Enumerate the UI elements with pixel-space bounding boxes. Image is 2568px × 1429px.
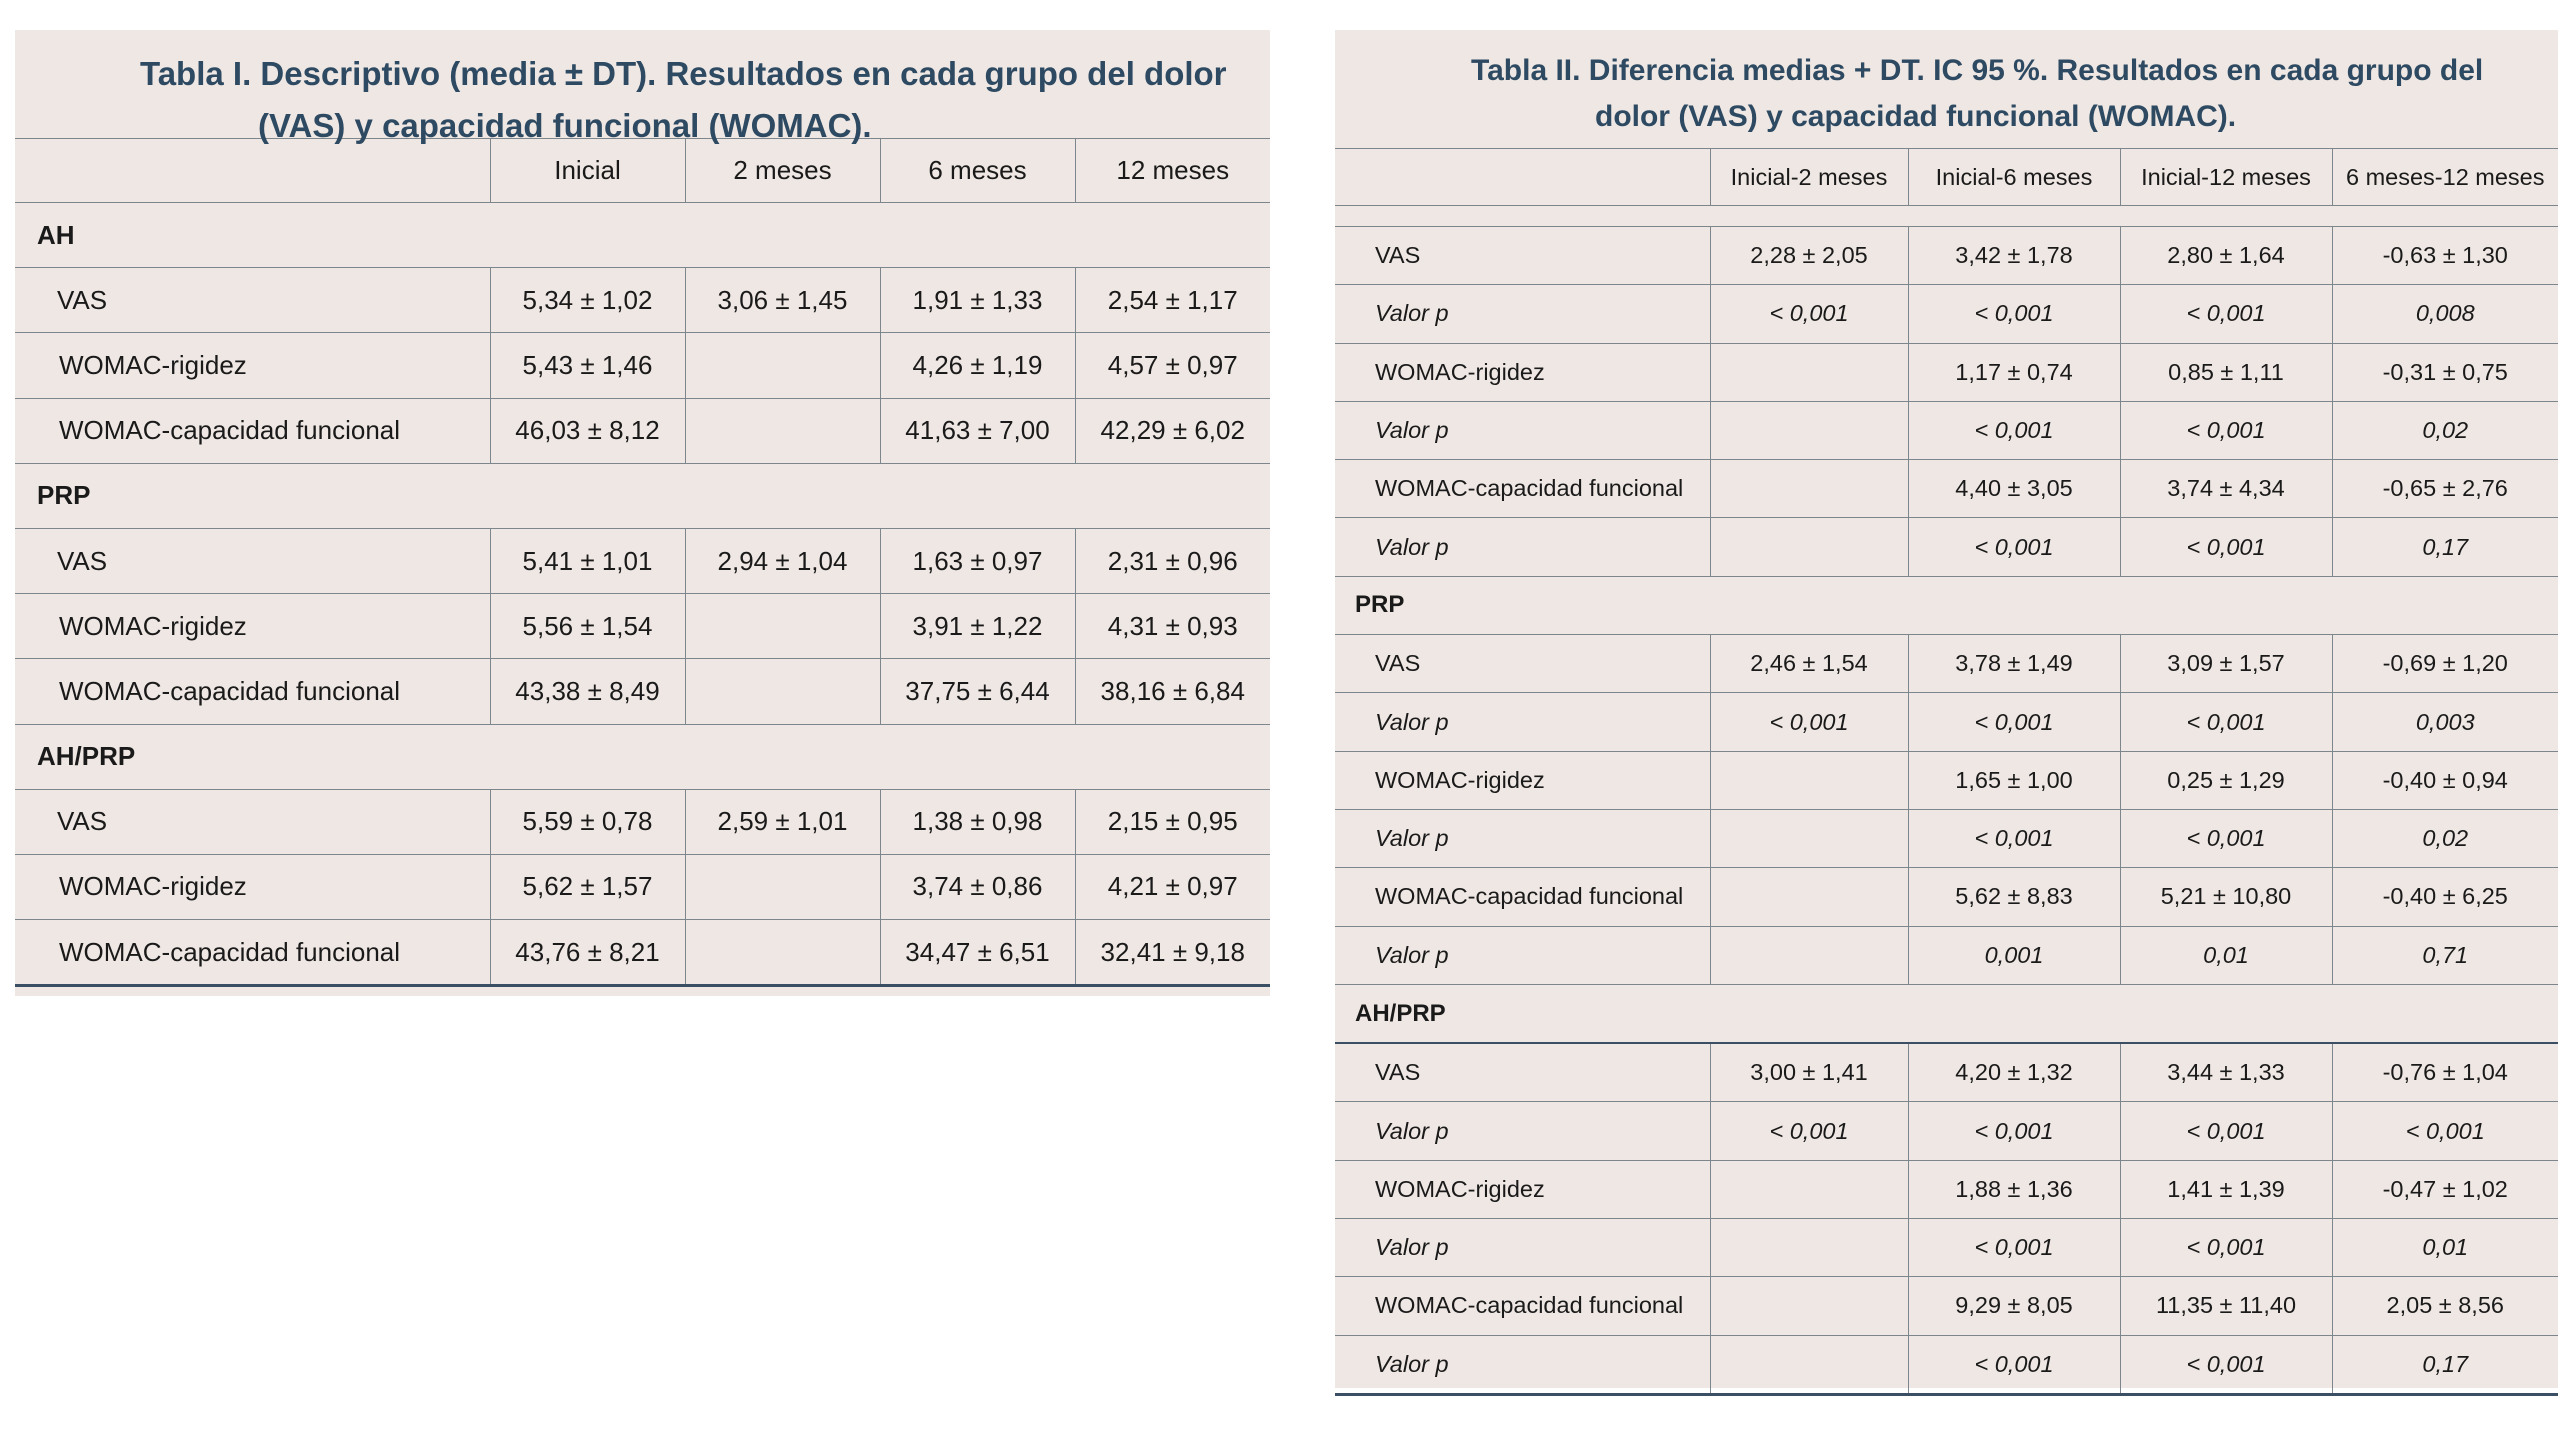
p-value-cell — [1710, 401, 1908, 459]
table-1-caption: Tabla I. Descriptivo (media ± DT). Resultados en cada grupo del dolor (VAS) y capacidad funcional (WOMAC). — [140, 55, 1227, 144]
value-cell: 2,59 ± 1,01 — [685, 789, 880, 854]
p-value-label: Valor p — [1335, 926, 1710, 984]
p-value-cell: 0,01 — [2120, 926, 2332, 984]
p-value-cell: < 0,001 — [2120, 401, 2332, 459]
value-cell: 32,41 ± 9,18 — [1075, 920, 1270, 986]
value-cell: -0,40 ± 6,25 — [2332, 868, 2558, 926]
p-value-cell: 0,008 — [2332, 285, 2558, 343]
value-cell: 2,15 ± 0,95 — [1075, 789, 1270, 854]
value-cell: -0,63 ± 1,30 — [2332, 227, 2558, 285]
p-value-label: Valor p — [1335, 1335, 1710, 1394]
row-label: VAS — [15, 528, 490, 593]
column-header: 6 meses-12 meses — [2332, 149, 2558, 206]
p-value-row — [1335, 926, 2558, 984]
column-header: 12 meses — [1075, 139, 1270, 203]
value-cell: 9,29 ± 8,05 — [1908, 1277, 2120, 1335]
column-header: 6 meses — [880, 139, 1075, 203]
table-row — [1335, 868, 2558, 926]
row-label: WOMAC-capacidad funcional — [15, 398, 490, 463]
value-cell: 1,17 ± 0,74 — [1908, 343, 2120, 401]
table-row — [15, 920, 1270, 986]
p-value-cell: 0,02 — [2332, 809, 2558, 867]
p-value-cell: < 0,001 — [2120, 518, 2332, 576]
value-cell: 5,62 ± 8,83 — [1908, 868, 2120, 926]
value-cell: 2,54 ± 1,17 — [1075, 268, 1270, 333]
value-cell: 2,46 ± 1,54 — [1710, 635, 1908, 693]
value-cell: 5,59 ± 0,78 — [490, 789, 685, 854]
row-label: VAS — [1335, 1043, 1710, 1102]
table-row — [1335, 1277, 2558, 1335]
table-row — [1335, 343, 2558, 401]
table-row — [1335, 635, 2558, 693]
p-value-cell — [1710, 809, 1908, 867]
value-cell: 43,76 ± 8,21 — [490, 920, 685, 986]
value-cell: 38,16 ± 6,84 — [1075, 659, 1270, 724]
value-cell — [1710, 460, 1908, 518]
p-value-cell: < 0,001 — [1710, 1102, 1908, 1160]
value-cell — [685, 659, 880, 724]
p-value-cell: < 0,001 — [1908, 1102, 2120, 1160]
value-cell — [1710, 751, 1908, 809]
value-cell: 0,25 ± 1,29 — [2120, 751, 2332, 809]
row-label: WOMAC-capacidad funcional — [1335, 868, 1710, 926]
p-value-cell: < 0,001 — [1908, 1219, 2120, 1277]
value-cell: 5,56 ± 1,54 — [490, 594, 685, 659]
value-cell: 1,38 ± 0,98 — [880, 789, 1075, 854]
value-cell: 3,00 ± 1,41 — [1710, 1043, 1908, 1102]
value-cell — [685, 594, 880, 659]
table-2-caption: Tabla II. Diferencia medias + DT. IC 95 %. Resultados en cada grupo del dolor (VAS) y capacidad funcional (WOMAC). — [1471, 54, 2484, 133]
header-cell-empty — [1335, 149, 1710, 206]
row-label: VAS — [15, 268, 490, 333]
value-cell: 4,31 ± 0,93 — [1075, 594, 1270, 659]
value-cell — [685, 398, 880, 463]
row-label: WOMAC-rigidez — [15, 854, 490, 919]
value-cell: 5,62 ± 1,57 — [490, 854, 685, 919]
p-value-cell — [1710, 926, 1908, 984]
value-cell: -0,69 ± 1,20 — [2332, 635, 2558, 693]
p-value-cell: < 0,001 — [1710, 693, 1908, 751]
table-row — [15, 333, 1270, 398]
p-value-cell: < 0,001 — [1908, 1335, 2120, 1394]
value-cell: 43,38 ± 8,49 — [490, 659, 685, 724]
p-value-row — [1335, 518, 2558, 576]
p-value-cell — [1710, 1335, 1908, 1394]
group-label: AH/PRP — [1335, 984, 2558, 1043]
column-header: 2 meses — [685, 139, 880, 203]
p-value-label: Valor p — [1335, 518, 1710, 576]
row-label: WOMAC-capacidad funcional — [15, 920, 490, 986]
group-header-row — [1335, 576, 2558, 634]
value-cell: -0,76 ± 1,04 — [2332, 1043, 2558, 1102]
p-value-cell: 0,01 — [2332, 1219, 2558, 1277]
value-cell: -0,65 ± 2,76 — [2332, 460, 2558, 518]
value-cell — [685, 854, 880, 919]
p-value-row — [1335, 1219, 2558, 1277]
group-label: PRP — [15, 463, 1270, 528]
row-label: WOMAC-rigidez — [1335, 1160, 1710, 1218]
value-cell — [1710, 1277, 1908, 1335]
table-1 — [15, 138, 1270, 987]
p-value-row — [1335, 809, 2558, 867]
value-cell: 2,80 ± 1,64 — [2120, 227, 2332, 285]
table-row — [1335, 460, 2558, 518]
table-2 — [1335, 148, 2558, 1396]
value-cell: 2,05 ± 8,56 — [2332, 1277, 2558, 1335]
value-cell: 1,41 ± 1,39 — [2120, 1160, 2332, 1218]
table-row — [1335, 1043, 2558, 1102]
p-value-cell: 0,02 — [2332, 401, 2558, 459]
value-cell: -0,47 ± 1,02 — [2332, 1160, 2558, 1218]
row-label: WOMAC-capacidad funcional — [1335, 460, 1710, 518]
table-row — [1335, 1160, 2558, 1218]
value-cell: 11,35 ± 11,40 — [2120, 1277, 2332, 1335]
p-value-cell: < 0,001 — [2120, 1102, 2332, 1160]
p-value-label: Valor p — [1335, 809, 1710, 867]
row-label: VAS — [1335, 635, 1710, 693]
value-cell — [1710, 1160, 1908, 1218]
value-cell: 1,65 ± 1,00 — [1908, 751, 2120, 809]
p-value-cell: 0,17 — [2332, 518, 2558, 576]
group-header-row — [15, 463, 1270, 528]
value-cell: 3,06 ± 1,45 — [685, 268, 880, 333]
p-value-cell: 0,17 — [2332, 1335, 2558, 1394]
p-value-cell: 0,71 — [2332, 926, 2558, 984]
p-value-label: Valor p — [1335, 401, 1710, 459]
value-cell: 4,40 ± 3,05 — [1908, 460, 2120, 518]
p-value-cell: 0,001 — [1908, 926, 2120, 984]
spacer-cell — [1335, 206, 2558, 227]
row-label: WOMAC-rigidez — [1335, 343, 1710, 401]
value-cell: 4,26 ± 1,19 — [880, 333, 1075, 398]
table-row — [15, 659, 1270, 724]
table-2-panel — [1335, 30, 2558, 1388]
value-cell: 0,85 ± 1,11 — [2120, 343, 2332, 401]
group-header-row — [1335, 984, 2558, 1043]
table-row — [15, 398, 1270, 463]
value-cell: 5,43 ± 1,46 — [490, 333, 685, 398]
column-header: Inicial — [490, 139, 685, 203]
spacer-row — [1335, 206, 2558, 227]
group-label: AH/PRP — [15, 724, 1270, 789]
value-cell: 34,47 ± 6,51 — [880, 920, 1075, 986]
value-cell: 3,44 ± 1,33 — [2120, 1043, 2332, 1102]
table-2-header-row — [1335, 149, 2558, 206]
value-cell: 4,57 ± 0,97 — [1075, 333, 1270, 398]
row-label: WOMAC-rigidez — [15, 333, 490, 398]
table-row — [15, 268, 1270, 333]
value-cell — [685, 333, 880, 398]
p-value-row — [1335, 693, 2558, 751]
table-row — [15, 789, 1270, 854]
value-cell: 2,94 ± 1,04 — [685, 528, 880, 593]
p-value-cell: < 0,001 — [1710, 285, 1908, 343]
table-1-panel — [15, 30, 1270, 996]
value-cell — [1710, 343, 1908, 401]
group-header-row — [15, 203, 1270, 268]
table-row — [15, 528, 1270, 593]
group-label: AH — [15, 203, 1270, 268]
p-value-label: Valor p — [1335, 1219, 1710, 1277]
p-value-cell: < 0,001 — [1908, 809, 2120, 867]
p-value-cell: < 0,001 — [2332, 1102, 2558, 1160]
group-label: PRP — [1335, 576, 2558, 634]
column-header: Inicial-12 meses — [2120, 149, 2332, 206]
row-label: WOMAC-capacidad funcional — [1335, 1277, 1710, 1335]
row-label: WOMAC-rigidez — [1335, 751, 1710, 809]
p-value-cell: < 0,001 — [2120, 809, 2332, 867]
p-value-cell: < 0,001 — [1908, 518, 2120, 576]
p-value-cell: < 0,001 — [2120, 285, 2332, 343]
p-value-row — [1335, 1102, 2558, 1160]
value-cell: 2,31 ± 0,96 — [1075, 528, 1270, 593]
p-value-cell — [1710, 518, 1908, 576]
value-cell: 41,63 ± 7,00 — [880, 398, 1075, 463]
group-header-row — [15, 724, 1270, 789]
value-cell: 4,21 ± 0,97 — [1075, 854, 1270, 919]
column-header: Inicial-6 meses — [1908, 149, 2120, 206]
value-cell: 1,63 ± 0,97 — [880, 528, 1075, 593]
value-cell: 37,75 ± 6,44 — [880, 659, 1075, 724]
p-value-cell: < 0,001 — [1908, 401, 2120, 459]
value-cell: 42,29 ± 6,02 — [1075, 398, 1270, 463]
value-cell — [1710, 868, 1908, 926]
table-row — [1335, 227, 2558, 285]
p-value-cell: < 0,001 — [1908, 693, 2120, 751]
row-label: VAS — [15, 789, 490, 854]
p-value-cell: < 0,001 — [2120, 1335, 2332, 1394]
p-value-cell: < 0,001 — [1908, 285, 2120, 343]
value-cell: 46,03 ± 8,12 — [490, 398, 685, 463]
p-value-cell: < 0,001 — [2120, 1219, 2332, 1277]
p-value-cell: 0,003 — [2332, 693, 2558, 751]
p-value-cell — [1710, 1219, 1908, 1277]
column-header: Inicial-2 meses — [1710, 149, 1908, 206]
table-row — [1335, 751, 2558, 809]
table-row — [15, 854, 1270, 919]
value-cell: 1,91 ± 1,33 — [880, 268, 1075, 333]
value-cell: 3,91 ± 1,22 — [880, 594, 1075, 659]
value-cell — [685, 920, 880, 986]
row-label: WOMAC-rigidez — [15, 594, 490, 659]
value-cell: 5,34 ± 1,02 — [490, 268, 685, 333]
value-cell: 3,74 ± 4,34 — [2120, 460, 2332, 518]
value-cell: 3,09 ± 1,57 — [2120, 635, 2332, 693]
row-label: WOMAC-capacidad funcional — [15, 659, 490, 724]
value-cell: 3,74 ± 0,86 — [880, 854, 1075, 919]
value-cell: 5,21 ± 10,80 — [2120, 868, 2332, 926]
p-value-row — [1335, 401, 2558, 459]
value-cell: -0,31 ± 0,75 — [2332, 343, 2558, 401]
row-label: VAS — [1335, 227, 1710, 285]
value-cell: -0,40 ± 0,94 — [2332, 751, 2558, 809]
value-cell: 2,28 ± 2,05 — [1710, 227, 1908, 285]
p-value-label: Valor p — [1335, 1102, 1710, 1160]
table-row — [15, 594, 1270, 659]
value-cell: 3,42 ± 1,78 — [1908, 227, 2120, 285]
p-value-label: Valor p — [1335, 693, 1710, 751]
p-value-row — [1335, 1335, 2558, 1394]
p-value-label: Valor p — [1335, 285, 1710, 343]
value-cell: 4,20 ± 1,32 — [1908, 1043, 2120, 1102]
p-value-cell: < 0,001 — [2120, 693, 2332, 751]
value-cell: 5,41 ± 1,01 — [490, 528, 685, 593]
p-value-row — [1335, 285, 2558, 343]
value-cell: 1,88 ± 1,36 — [1908, 1160, 2120, 1218]
value-cell: 3,78 ± 1,49 — [1908, 635, 2120, 693]
